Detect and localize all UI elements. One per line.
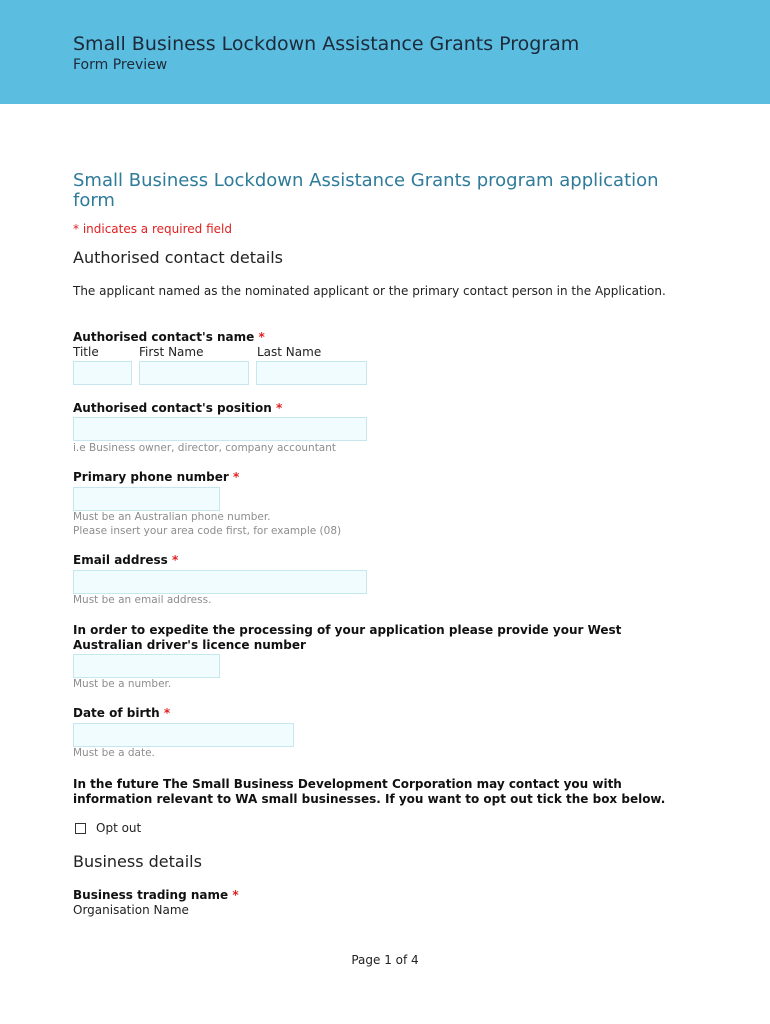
optout-checkbox[interactable] [75,823,86,834]
phone-hint-1: Must be an Australian phone number. [73,511,271,523]
licence-hint: Must be a number. [73,678,172,690]
optout-checkbox-label: Opt out [96,821,142,835]
dob-label-text: Date of birth [73,706,160,720]
phone-hint-2: Please insert your area code first, for example (08) [73,525,342,537]
optout-row[interactable] [73,821,141,835]
trading-name-label [73,888,239,902]
header-banner [0,0,770,104]
phone-input[interactable] [73,487,220,511]
section-business-heading: Business details [73,852,202,871]
form-title: Small Business Lockdown Assistance Grants program application form [73,170,659,211]
email-label-text: Email address [73,553,168,567]
contact-name-label-text: Authorised contact's name [73,330,255,344]
position-hint: i.e Business owner, director, company accountant [73,442,337,454]
position-label-text: Authorised contact's position [73,401,272,415]
required-star: * [163,706,171,720]
contact-intro: The applicant named as the nominated applicant or the primary contact person in the Application. [73,284,666,298]
required-note: * indicates a required field [73,222,232,236]
phone-label-text: Primary phone number [73,470,229,484]
first-name-sublabel: First Name [139,345,204,359]
position-input[interactable] [73,417,367,441]
title-sublabel: Title [73,345,99,359]
licence-input[interactable] [73,654,220,678]
page-title: Small Business Lockdown Assistance Grants Program [73,33,580,55]
position-label [73,401,282,415]
email-input[interactable] [73,570,367,594]
email-label [73,553,178,567]
trading-name-label-text: Business trading name [73,888,229,902]
phone-label [73,470,239,484]
page-subtitle: Form Preview [73,57,168,73]
dob-input[interactable] [73,723,294,747]
page-number: Page 1 of 4 [351,953,419,967]
organisation-name-sublabel: Organisation Name [73,903,189,917]
required-star: * [232,888,239,902]
required-star: * [172,553,179,567]
contact-name-label [73,330,265,344]
dob-label [73,706,170,720]
required-star: * [275,401,283,415]
optout-label: In the future The Small Business Development Corporation may contact you with information relevant to WA small businesses. If you want to opt out tick the box below. [73,777,666,806]
section-contact-heading: Authorised contact details [73,248,283,267]
email-hint: Must be an email address. [73,594,212,606]
title-input[interactable] [73,361,132,385]
last-name-sublabel: Last Name [257,345,322,359]
last-name-input[interactable] [256,361,367,385]
required-star: * [233,470,240,484]
first-name-input[interactable] [139,361,249,385]
licence-label: In order to expedite the processing of your application please provide your West Australian driver's licence number [73,623,622,652]
required-star: * [258,330,265,344]
dob-hint: Must be a date. [73,747,155,759]
